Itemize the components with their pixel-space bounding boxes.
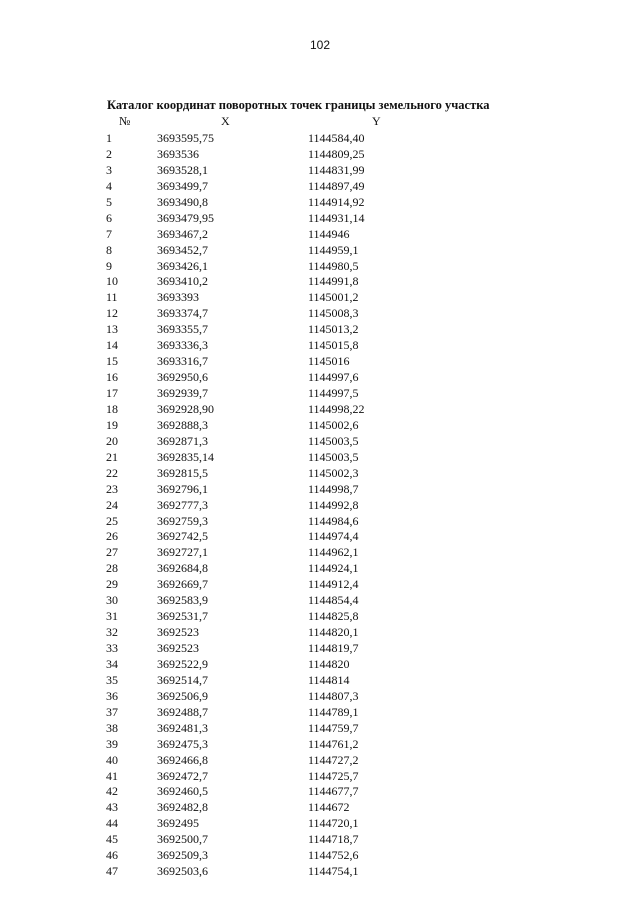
y-coordinate-cell: 1145002,3 — [308, 465, 359, 480]
x-coordinate-cell: 3693452,7 — [157, 242, 208, 257]
table-row — [0, 259, 640, 275]
table-row — [0, 864, 640, 880]
x-coordinate-cell: 3692531,7 — [157, 609, 208, 624]
table-row — [0, 689, 640, 705]
y-coordinate-cell: 1144831,99 — [308, 162, 365, 177]
point-number-cell: 45 — [106, 832, 118, 847]
y-coordinate-cell: 1144752,6 — [308, 848, 359, 863]
x-coordinate-cell: 3692466,8 — [157, 752, 208, 767]
x-coordinate-cell: 3693499,7 — [157, 178, 208, 193]
y-coordinate-cell: 1144814 — [308, 672, 350, 687]
point-number-cell: 34 — [106, 656, 118, 671]
x-coordinate-cell: 3693467,2 — [157, 226, 208, 241]
coordinate-table — [0, 131, 640, 880]
point-number-cell: 3 — [106, 162, 112, 177]
y-coordinate-cell: 1144992,8 — [308, 497, 359, 512]
y-coordinate-cell: 1144672 — [308, 800, 350, 815]
point-number-cell: 31 — [106, 609, 118, 624]
table-row — [0, 657, 640, 673]
table-row — [0, 466, 640, 482]
y-coordinate-cell: 1144980,5 — [308, 258, 359, 273]
point-number-cell: 44 — [106, 816, 118, 831]
table-row — [0, 577, 640, 593]
table-row — [0, 848, 640, 864]
table-row — [0, 705, 640, 721]
table-row — [0, 816, 640, 832]
x-coordinate-cell: 3692514,7 — [157, 672, 208, 687]
x-coordinate-cell: 3692503,6 — [157, 864, 208, 879]
table-row — [0, 322, 640, 338]
point-number-cell: 10 — [106, 274, 118, 289]
x-coordinate-cell: 3693410,2 — [157, 274, 208, 289]
point-number-cell: 18 — [106, 401, 118, 416]
x-coordinate-cell: 3693595,75 — [157, 131, 214, 145]
x-coordinate-cell: 3692522,9 — [157, 656, 208, 671]
point-number-cell: 15 — [106, 354, 118, 369]
x-coordinate-cell: 3692871,3 — [157, 433, 208, 448]
table-row — [0, 243, 640, 259]
x-coordinate-cell: 3692684,8 — [157, 561, 208, 576]
y-coordinate-cell: 1144677,7 — [308, 784, 359, 799]
table-row — [0, 482, 640, 498]
point-number-cell: 27 — [106, 545, 118, 560]
x-coordinate-cell: 3692523 — [157, 625, 199, 640]
page-number: 102 — [309, 38, 331, 52]
y-coordinate-cell: 1144997,5 — [308, 386, 359, 400]
x-coordinate-cell: 3692928,90 — [157, 401, 214, 416]
table-row — [0, 800, 640, 816]
x-coordinate-cell: 3693536 — [157, 146, 199, 161]
column-header-x: X — [221, 114, 230, 128]
point-number-cell: 38 — [106, 720, 118, 735]
table-row — [0, 338, 640, 354]
x-coordinate-cell: 3693316,7 — [157, 354, 208, 369]
y-coordinate-cell: 1144820,1 — [308, 625, 359, 640]
x-coordinate-cell: 3692888,3 — [157, 417, 208, 432]
point-number-cell: 20 — [106, 433, 118, 448]
table-row — [0, 290, 640, 306]
y-coordinate-cell: 1144946 — [308, 226, 350, 241]
table-row — [0, 498, 640, 514]
x-coordinate-cell: 3693336,3 — [157, 338, 208, 353]
y-coordinate-cell: 1145016 — [308, 354, 350, 369]
point-number-cell: 39 — [106, 736, 118, 751]
point-number-cell: 47 — [106, 864, 118, 879]
y-coordinate-cell: 1145015,8 — [308, 338, 359, 353]
x-coordinate-cell: 3692460,5 — [157, 784, 208, 799]
x-coordinate-cell: 3692815,5 — [157, 465, 208, 480]
table-row — [0, 418, 640, 434]
x-coordinate-cell: 3692500,7 — [157, 832, 208, 847]
point-number-cell: 40 — [106, 752, 118, 767]
y-coordinate-cell: 1145003,5 — [308, 433, 359, 448]
table-row — [0, 386, 640, 402]
point-number-cell: 8 — [106, 242, 112, 257]
y-coordinate-cell: 1144727,2 — [308, 752, 359, 767]
point-number-cell: 9 — [106, 258, 112, 273]
table-row — [0, 561, 640, 577]
y-coordinate-cell: 1144720,1 — [308, 816, 359, 831]
y-coordinate-cell: 1144998,7 — [308, 481, 359, 496]
y-coordinate-cell: 1144789,1 — [308, 704, 359, 719]
x-coordinate-cell: 3692523 — [157, 641, 199, 655]
x-coordinate-cell: 3692835,14 — [157, 449, 214, 464]
y-coordinate-cell: 1144959,1 — [308, 242, 359, 257]
x-coordinate-cell: 3693528,1 — [157, 162, 208, 177]
table-row — [0, 306, 640, 322]
y-coordinate-cell: 1144962,1 — [308, 545, 359, 560]
table-row — [0, 625, 640, 641]
table-row — [0, 354, 640, 370]
table-row — [0, 514, 640, 530]
table-row — [0, 370, 640, 386]
y-coordinate-cell: 1144809,25 — [308, 146, 365, 161]
table-row — [0, 147, 640, 163]
y-coordinate-cell: 1144984,6 — [308, 513, 359, 528]
table-row — [0, 784, 640, 800]
y-coordinate-cell: 1144759,7 — [308, 720, 359, 735]
x-coordinate-cell: 3692506,9 — [157, 688, 208, 703]
table-row — [0, 737, 640, 753]
table-row — [0, 529, 640, 545]
y-coordinate-cell: 1144854,4 — [308, 593, 359, 608]
y-coordinate-cell: 1145001,2 — [308, 290, 359, 305]
x-coordinate-cell: 3692777,3 — [157, 497, 208, 512]
y-coordinate-cell: 1144807,3 — [308, 688, 359, 703]
x-coordinate-cell: 3692796,1 — [157, 481, 208, 496]
x-coordinate-cell: 3692488,7 — [157, 704, 208, 719]
point-number-cell: 12 — [106, 306, 118, 321]
table-row — [0, 402, 640, 418]
point-number-cell: 22 — [106, 465, 118, 480]
x-coordinate-cell: 3692669,7 — [157, 577, 208, 592]
point-number-cell: 30 — [106, 593, 118, 608]
y-coordinate-cell: 1144998,22 — [308, 401, 365, 416]
table-row — [0, 227, 640, 243]
y-coordinate-cell: 1144825,8 — [308, 609, 359, 624]
x-coordinate-cell: 3692482,8 — [157, 800, 208, 815]
point-number-cell: 28 — [106, 561, 118, 576]
table-row — [0, 450, 640, 466]
y-coordinate-cell: 1144819,7 — [308, 641, 359, 655]
x-coordinate-cell: 3692495 — [157, 816, 199, 831]
point-number-cell: 16 — [106, 370, 118, 385]
y-coordinate-cell: 1144914,92 — [308, 194, 365, 209]
y-coordinate-cell: 1145002,6 — [308, 417, 359, 432]
table-row — [0, 211, 640, 227]
y-coordinate-cell: 1144991,8 — [308, 274, 359, 289]
point-number-cell: 1 — [106, 131, 112, 145]
table-row — [0, 769, 640, 785]
y-coordinate-cell: 1144974,4 — [308, 529, 359, 544]
table-row — [0, 545, 640, 561]
x-coordinate-cell: 3692950,6 — [157, 370, 208, 385]
point-number-cell: 36 — [106, 688, 118, 703]
point-number-cell: 42 — [106, 784, 118, 799]
table-row — [0, 593, 640, 609]
table-row — [0, 673, 640, 689]
point-number-cell: 32 — [106, 625, 118, 640]
y-coordinate-cell: 1145013,2 — [308, 322, 359, 337]
point-number-cell: 37 — [106, 704, 118, 719]
point-number-cell: 13 — [106, 322, 118, 337]
x-coordinate-cell: 3693479,95 — [157, 210, 214, 225]
point-number-cell: 19 — [106, 417, 118, 432]
y-coordinate-cell: 1145008,3 — [308, 306, 359, 321]
y-coordinate-cell: 1144761,2 — [308, 736, 359, 751]
point-number-cell: 46 — [106, 848, 118, 863]
table-row — [0, 832, 640, 848]
x-coordinate-cell: 3692583,9 — [157, 593, 208, 608]
table-row — [0, 753, 640, 769]
point-number-cell: 24 — [106, 497, 118, 512]
y-coordinate-cell: 1144931,14 — [308, 210, 365, 225]
y-coordinate-cell: 1144924,1 — [308, 561, 359, 576]
x-coordinate-cell: 3692475,3 — [157, 736, 208, 751]
x-coordinate-cell: 3692939,7 — [157, 386, 208, 400]
column-header-y: Y — [372, 114, 381, 128]
x-coordinate-cell: 3692472,7 — [157, 768, 208, 783]
table-row — [0, 195, 640, 211]
x-coordinate-cell: 3693490,8 — [157, 194, 208, 209]
table-row — [0, 721, 640, 737]
point-number-cell: 43 — [106, 800, 118, 815]
y-coordinate-cell: 1144897,49 — [308, 178, 365, 193]
x-coordinate-cell: 3692481,3 — [157, 720, 208, 735]
x-coordinate-cell: 3692759,3 — [157, 513, 208, 528]
table-row — [0, 434, 640, 450]
x-coordinate-cell: 3693393 — [157, 290, 199, 305]
point-number-cell: 41 — [106, 768, 118, 783]
column-header-number: № — [119, 114, 131, 128]
point-number-cell: 21 — [106, 449, 118, 464]
point-number-cell: 4 — [106, 178, 112, 193]
point-number-cell: 26 — [106, 529, 118, 544]
point-number-cell: 7 — [106, 226, 112, 241]
x-coordinate-cell: 3693426,1 — [157, 258, 208, 273]
x-coordinate-cell: 3692509,3 — [157, 848, 208, 863]
x-coordinate-cell: 3692742,5 — [157, 529, 208, 544]
table-row — [0, 274, 640, 290]
point-number-cell: 14 — [106, 338, 118, 353]
point-number-cell: 23 — [106, 481, 118, 496]
point-number-cell: 29 — [106, 577, 118, 592]
table-row — [0, 179, 640, 195]
y-coordinate-cell: 1144820 — [308, 656, 350, 671]
point-number-cell: 5 — [106, 194, 112, 209]
point-number-cell: 33 — [106, 641, 118, 655]
y-coordinate-cell: 1144725,7 — [308, 768, 359, 783]
y-coordinate-cell: 1144718,7 — [308, 832, 359, 847]
table-header — [0, 114, 640, 130]
table-row — [0, 609, 640, 625]
table-row — [0, 131, 640, 147]
y-coordinate-cell: 1144912,4 — [308, 577, 359, 592]
x-coordinate-cell: 3693355,7 — [157, 322, 208, 337]
point-number-cell: 25 — [106, 513, 118, 528]
point-number-cell: 11 — [106, 290, 118, 305]
point-number-cell: 17 — [106, 386, 118, 400]
table-row — [0, 163, 640, 179]
y-coordinate-cell: 1144584,40 — [308, 131, 365, 145]
y-coordinate-cell: 1145003,5 — [308, 449, 359, 464]
point-number-cell: 2 — [106, 146, 112, 161]
y-coordinate-cell: 1144997,6 — [308, 370, 359, 385]
table-row — [0, 641, 640, 657]
document-title: Каталог координат поворотных точек границы земельного участка — [107, 98, 490, 112]
x-coordinate-cell: 3692727,1 — [157, 545, 208, 560]
y-coordinate-cell: 1144754,1 — [308, 864, 359, 879]
point-number-cell: 35 — [106, 672, 118, 687]
point-number-cell: 6 — [106, 210, 112, 225]
x-coordinate-cell: 3693374,7 — [157, 306, 208, 321]
